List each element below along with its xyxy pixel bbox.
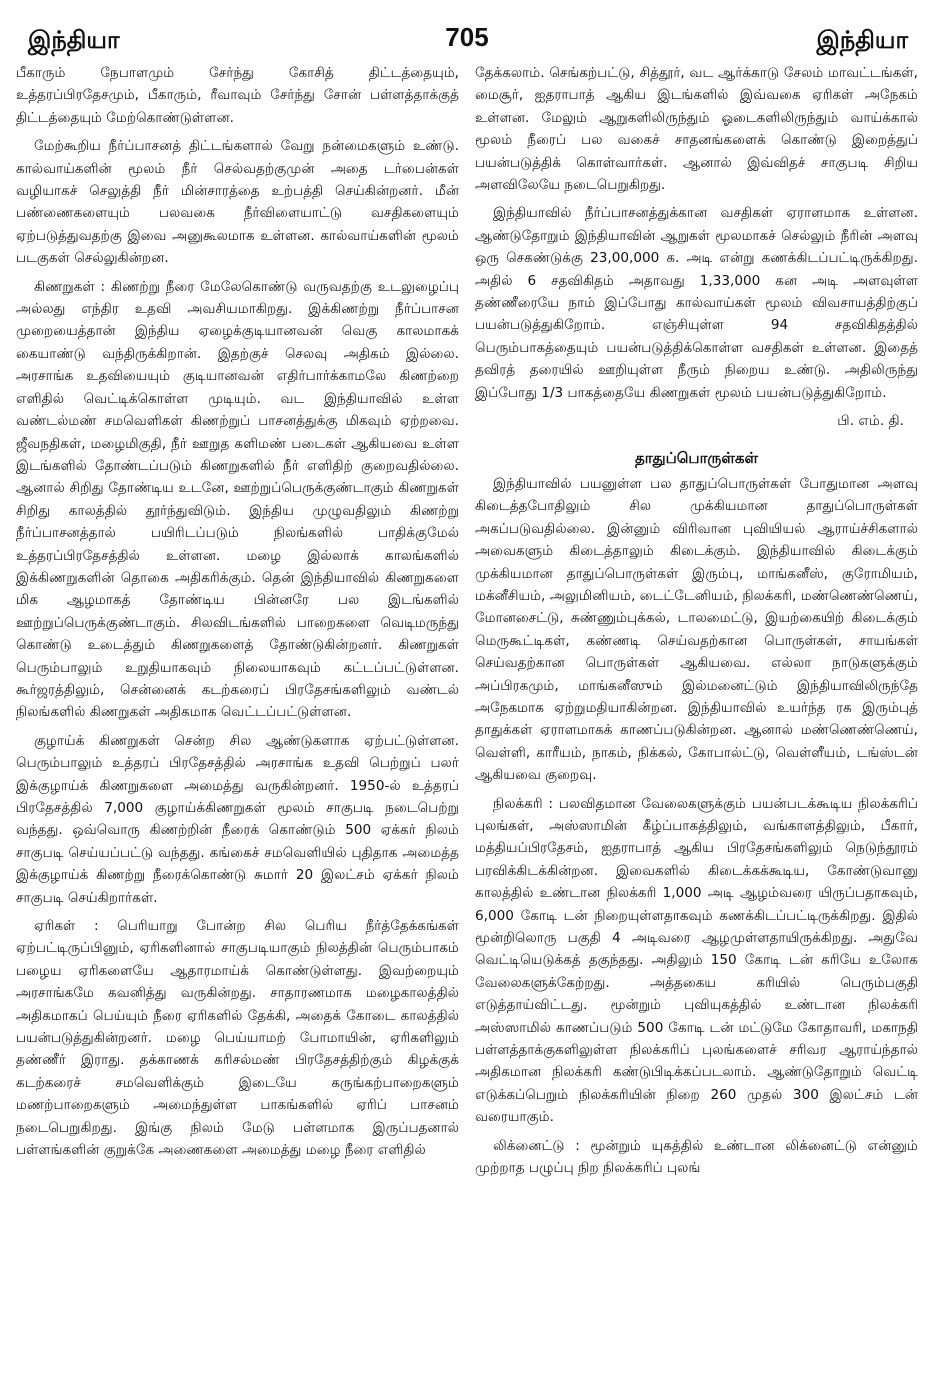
- paragraph: இந்தியாவில் நீர்ப்பாசனத்துக்கான வசதிகள் ஏராளமாக உள்ளன. ஆண்டுதோறும் இந்தியாவின் ஆறுகள் மூலமாகச் செல்லும் நீரின் அளவு ஒரு செகண்டுக்கு 23,00,000 க. அடி என்று கணக்கிடப்பட்டிருக்கிறது. அதில் 6 சதவிகிதம் அதாவது 1,33,000 கன அடி அளவுள்ள தண்ணீரையே நாம் இப்போது கால்வாய்கள் மூலம் விவசாயத்திற்குப் பயன்படுத்துகிறோம். எஞ்சியுள்ள 94 சதவிகிதத்தில் பெரும்பாகத்தையும் பயன்படுத்திக்கொள்ள வசதிகள் உள்ளன. இதைத் தவிரத் தரையில் ஊறியுள்ள நீரும் நிறைய உண்டு. அதிலிருந்து இப்போது 1/3 பாகத்தையே கிணறுகள் மூலம் பயன்படுத்துகிறோம்.: [475, 205, 918, 401]
- section-heading: தாதுப்பொருள்கள்: [634, 448, 759, 467]
- paragraph: பீகாரும் நேபாளமும் சேர்ந்து கோசித் திட்டத்தையும், உத்தரப்பிரதேசமும், பீகாரும், ரீவாவும் சேர்ந்து சோன் பள்ளத்தாக்குத் திட்டத்தையும் மேற்கொண்டுள்ளன.: [16, 65, 459, 126]
- paragraph: குழாய்க் கிணறுகள் சென்ற சில ஆண்டுகளாக ஏற்பட்டுள்ளன. பெரும்பாலும் உத்தரப் பிரதேசத்தில் அரசாங்க உதவி பெற்றுப் பலர் இக்குழாய்க் கிணறுகளை அமைத்து வருகின்றனர். 1950-ல் உத்தரப் பிரதேசத்தில் 7,000 குழாய்க்கிணறுகள் மூலம் சாகுபடி நடைபெற்று வந்தது. ஒவ்வொரு கிணற்றின் நீரைக் கொண்டும் 500 ஏக்கர் நிலம் சாகுபடி செய்யப்பட்டு வந்தது. கங்கைச் சமவெளியில் புதிதாக அமைத்த இக்குழாய்க் கிணற்று நீரைக்கொண்டு சுமார் 20 இலட்சம் ஏக்கர் நிலம் சாகுபடி செய்கிறார்கள்.: [16, 732, 459, 906]
- running-head-right: இந்தியா: [816, 26, 908, 54]
- paragraph: லிக்னைட்டு : மூன்றும் யுகத்தில் உண்டான லிக்னைட்டு என்னும் முற்றாத பழுப்பு நிற நிலக்கரிப் புலங்: [475, 1137, 918, 1177]
- text-columns: [16, 62, 918, 1368]
- paragraph: தேக்கலாம். செங்கற்பட்டு, சித்தூர், வட ஆர்க்காடு சேலம் மாவட்டங்கள், மைசூர், ஐதராபாத் ஆகிய இடங்களில் இவ்வகை ஏரிகள் அநேகம் உள்ளன. மேலும் ஆறுகளிலிருந்தும் ஓடைகளிலிருந்தும் வாய்க்கால் மூலம் நீரைப் பல வகைச் சாதனங்களைக் கொண்டு இறைத்துப் பயன்படுத்திக் கொள்வார்கள். ஆனால் இவ்விதச் சாகுபடி சிறிய அளவிலேயே நடைபெறுகிறது.: [475, 65, 918, 194]
- running-head-left: இந்தியா: [28, 26, 120, 54]
- page-header: [18, 18, 916, 58]
- paragraph: ஏரிகள் : பெரியாறு போன்ற சில பெரிய நீர்த்தேக்கங்கள் ஏற்பட்டிருப்பினும், ஏரிகளினால் சாகுபடியாகும் நிலத்தின் பெரும்பாகம் பழைய ஏரிகளையே ஆதாரமாய்க் கொண்டுள்ளது. இவற்றையும் அரசாங்கமே கவனித்து வருகின்றது. சாதாரணமாக மழைகாலத்தில் அதிகமாகப் பெய்யும் நீரை ஏரிகளில் தேக்கி, அதைக் கோடை காலத்தில் பயன்படுத்துகின்றனர். மழை பெய்யாமற் போமாயின், ஏரிகளிலும் தண்ணீர் இராது. தக்காணக் கரிசல்மண் பிரதேசத்திற்கும் கிழக்குக் கடற்கரைச் சமவெளிக்கும் இடையே கருங்கற்பாறைகளும் மணற்பாறைகளும் அமைந்துள்ள பாகங்களில் ஏரிப் பாசனம் நடைபெறுகிறது. இங்கு நிலம் மேடு பள்ளமாக இருப்பதனால் பள்ளங்களின் குறுக்கே அணைகளை அமைத்து மழை நீரை எளிதில்: [16, 918, 459, 1159]
- paragraph: இந்தியாவில் பயனுள்ள பல தாதுப்பொருள்கள் போதுமான அளவு கிடைத்தபோதிலும் சில முக்கியமான தாதுப்பொருள்கள் அகப்படுவதில்லை. இன்னும் விரிவான புவியியல் ஆராய்ச்சிகளால் அவைகளும் கிடைத்தாலும் கிடைக்கும். இந்தியாவில் கிடைக்கும் முக்கியமான தாதுப்பொருள்கள் இரும்பு, மாங்கனீஸ், குரோமியம், மக்னீசியம், அலுமினியம், டைட்டேனியம், நிலக்கரி, மண்ணெண்ணெய், மோனசைட்டு, சுண்ணும்புக்கல், டாலமைட்டு, இயற்கையிற் கிடைக்கும் மெருகூட்டிகள், கண்ணடி செய்வதற்கான பொருள்கள், சாயங்கள் செய்வதற்கான பொருள்கள் ஆகியவை. எல்லா நாடுகளுக்கும் அப்பிரகமும், மாங்கனீஸும் இல்மனைட்டும் இந்தியாவிலிருந்தே அநேகமாக ஏற்றுமதியாகின்றன. இந்தியாவில் உயர்ந்த ரக இரும்புத் தாதுக்கள் ஏராளமாகக் காணப்படுகின்றன. ஆனால் மண்ணெண்ணெய், வெள்ளி, காரீயம், நாகம், நிக்கல், கோபால்ட்டு, வெள்ளீயம், டங்ஸ்டன் ஆகியவை குறைவு.: [475, 475, 918, 784]
- paragraph: நிலக்கரி : பலவிதமான வேலைகளுக்கும் பயன்படக்கூடிய நிலக்கரிப் புலங்கள், அஸ்ஸாமின் கீழ்ப்பாகத்திலும், வங்காளத்திலும், பீகார், மத்தியப்பிரதேசம், ஐதராபாத் ஆகிய பிரதேசங்களிலும் நெடுந்தூரம் பரவிக்கிடக்கின்றன. இவைகளில் கிடைக்கக்கூடிய, கோண்டுவானு காலத்தில் உண்டான நிலக்கரி 1,000 அடி ஆழம்வரை யிருப்பதாகவும், 6,000 கோடி டன் நிறையுள்ளதாகவும் கணக்கிடப்பட்டிருக்கிறது. இதில் மூன்றிலொரு பகுதி 4 அடிவரை ஆழமுள்ளதாயிருக்கிறது. அதுவே வெட்டியெடுக்கத் தகுந்தது. அதிலும் 150 கோடி டன் கரியே உலோக வேலைகளுக்கேற்றது. அத்தகைய கரியில் பெரும்பகுதி எடுத்தாய்விட்டது. மூன்றும் புவியுகத்தில் உண்டான நிலக்கரி அஸ்ஸாமில் காணப்படும் 500 கோடி டன் மட்டுமே கோதாவரி, மகாநதி பள்ளத்தாக்குகளிலுள்ள நிலக்கரிப் புலங்களைச் சரிவர ஆராய்ந்தால் அதிகமான நிலக்கரி கண்டுபிடிக்கப்படலாம். ஆண்டுதோறும் வெட்டி எடுக்கப்பெறும் நிலக்கரியின் நிறை 260 முதல் 300 இலட்சம் டன் வரையாகும்.: [475, 795, 918, 1126]
- right-column: [475, 62, 918, 1368]
- left-column: [16, 62, 459, 1368]
- page-number: 705: [445, 22, 489, 52]
- author-initials: பி. எம். தி.: [837, 413, 904, 430]
- paragraph: மேற்கூறிய நீர்ப்பாசனத் திட்டங்களால் வேறு நன்மைகளும் உண்டு. கால்வாய்களின் மூலம் நீர் செல்வதற்குமுன் அதை டர்பைன்கள் வழியாகச் செலுத்தி நீர் மின்சாரத்தை உற்பத்தி செய்கின்றனர். மீன் பண்ணைகளையும் பலவகை நீர்விளையாட்டு வசதிகளையும் ஏற்படுத்துவதற்கு இவை அனுகூலமாக உள்ளன. கால்வாய்களின் மூலம் படகுகள் செல்லுகின்றன.: [16, 138, 459, 267]
- paragraph: கிணறுகள் : கிணற்று நீரை மேலேகொண்டு வருவதற்கு உடலுழைப்பு அல்லது எந்திர உதவி அவசியமாகிறது. இக்கிணற்று நீர்ப்பாசன முறையைத்தான் இந்திய ஏழைக்குடியானவன் வெகு காலமாகக் கையாண்டு வந்திருக்கிறான். இதற்குச் செலவு அதிகம் இல்லை. அரசாங்க உதவியையும் குடியானவன் எதிர்பார்க்காமலே கிணற்றை எளிதில் வெட்டிக்கொள்ள முடியும். வட இந்தியாவில் உள்ள வண்டல்மண் சமவெளிகள் கிணற்றுப் பாசனத்துக்கு மிகவும் ஏற்றவை. ஜீவநதிகள், மழைமிகுதி, நீர் ஊறுத களிமண் படைகள் ஆகியவை உள்ள இடங்களில் தோண்டப்படும் கிணறுகளில் நீர் எளிதிற் குறைவதில்லை. ஆனால் சிறிது தோண்டிய உடனே, ஊற்றுப்பெருக்குண்டாகும் கிணறுகள் சிறிது காலத்தில் தூர்ந்துவிடும். இந்திய முழுவதிலும் கிணற்று நீர்ப்பாசனத்தால் பயிரிடப்படும் நிலங்களில் பாதிக்குமேல் உத்தரப்பிரதேசத்தில் உள்ளன. மழை இல்லாக் காலங்களில் இக்கிணறுகளின் தொகை அதிகரிக்கும். தென் இந்தியாவில் கிணறுகளை மிக ஆழமாகத் தோண்டிய பின்னரே பல இடங்களில் ஊற்றுப்பெருக்குண்டாகும். சிலவிடங்களில் பாறைகளை வெடிமருந்து கொண்டு உடைத்தும் கிணறுகளைத் தோண்டுகின்றனர். கிணறுகள் பெரும்பாலும் உறுதியாகவும் நிலையாகவும் கட்டப்பட்டுள்ளன. கூர்ஜரத்திலும், சென்னைக் கடற்கரைப் பிரதேசங்களிலும் வண்டல் நிலங்களில் கிணறுகள் அதிகமாக வெட்டப்பட்டுள்ளன.: [16, 278, 459, 721]
